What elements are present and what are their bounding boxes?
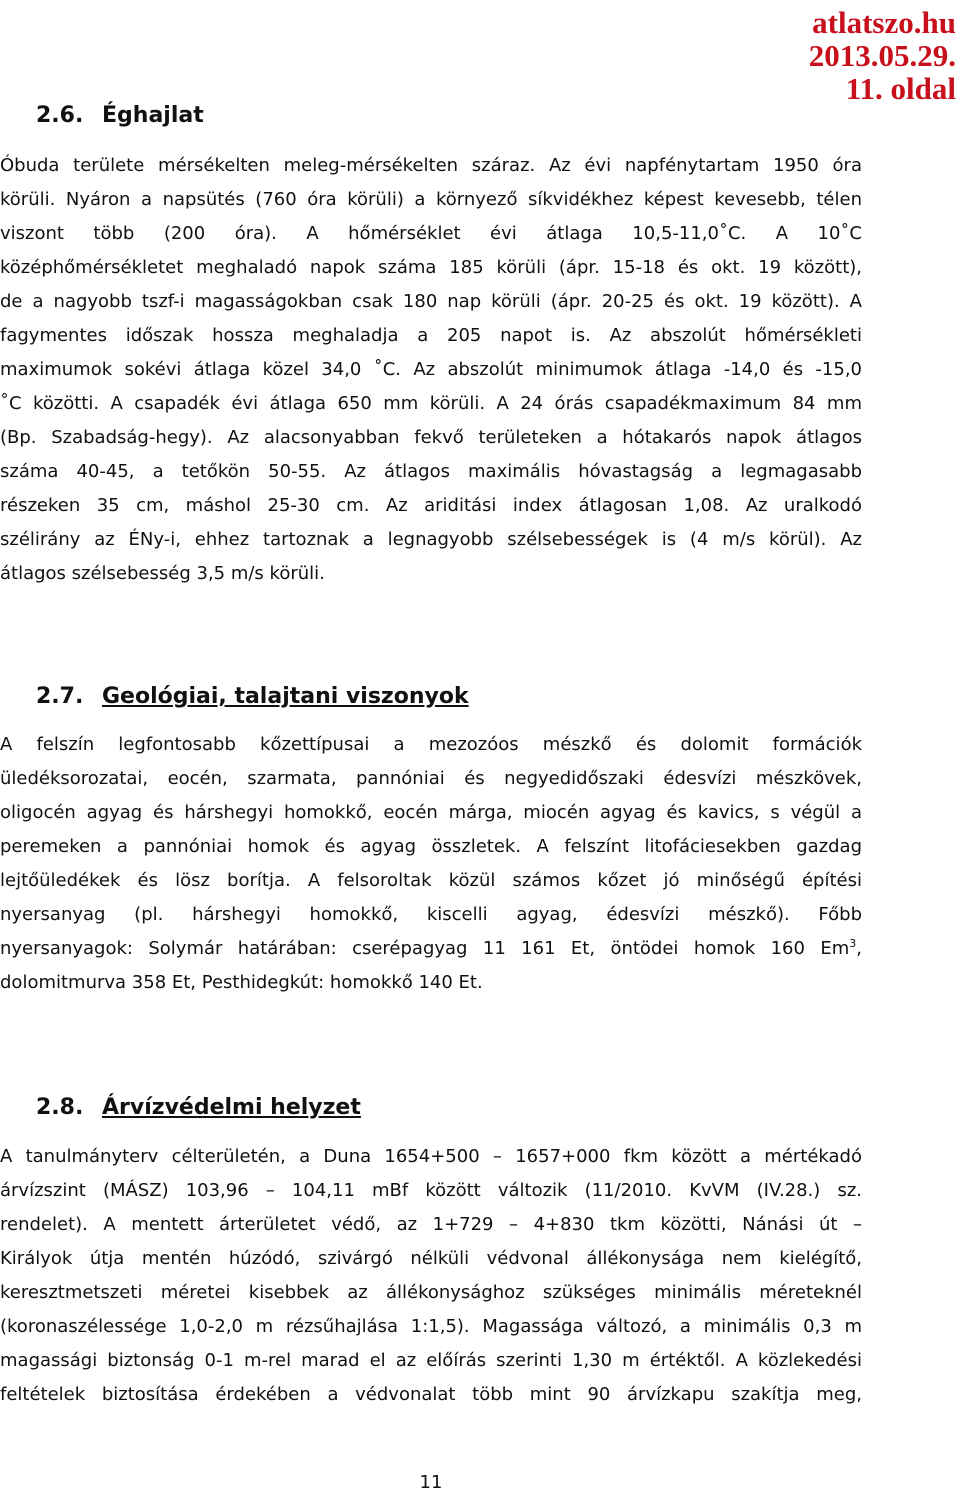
- text-line: dolomitmurva 358 Et, Pesthidegkút: homokkő 140 Et.: [0, 972, 483, 993]
- text-line: (Bp. Szabadság-hegy). Az alacsonyabban fekvő területeken a hótakarós napok átlagos: [0, 427, 862, 448]
- section-number: 2.6.: [36, 103, 84, 128]
- text-line: ˚C közötti. A csapadék évi átlaga 650 mm körüli. A 24 órás csapadékmaximum 84 mm: [0, 393, 862, 414]
- section-heading-flood-protection: [36, 1095, 361, 1120]
- section-number: 2.7.: [36, 684, 84, 709]
- text-line: (koronaszélessége 1,0-2,0 m rézsűhajlása 1:1,5). Magassága változó, a minimális 0,3 m: [0, 1316, 862, 1337]
- text-line: Királyok útja mentén húzódó, szivárgó nélküli védvonal állékonysága nem kielégítő,: [0, 1248, 862, 1269]
- text-line: feltételek biztosítása érdekében a védvonalat több mint 90 árvízkapu szakítja meg,: [0, 1384, 862, 1405]
- page-number: 11: [419, 1472, 443, 1493]
- line-tail: ,: [856, 938, 862, 959]
- text-line: átlagos szélsebesség 3,5 m/s körüli.: [0, 563, 325, 584]
- text-line: de a nagyobb tszf-i magasságokban csak 180 nap körüli (ápr. 20-25 és okt. 19 között). A: [0, 291, 862, 312]
- watermark-page: 11. oldal: [845, 71, 956, 106]
- text-line: rendelet). A mentett árterületet védő, az 1+729 – 4+830 tkm közötti, Nánási út –: [0, 1214, 862, 1235]
- watermark-site: atlatszo.hu: [812, 5, 956, 40]
- text-line-with-superscript: [0, 932, 862, 966]
- line-text: nyersanyagok: Solymár határában: cserépagyag 11 161 Et, öntödei homok 160 Em: [0, 938, 850, 959]
- section-heading-geology: [36, 684, 469, 709]
- text-line: körüli. Nyáron a napsütés (760 óra körüli) a környező síkvidékhez képest kevesebb, télen: [0, 189, 862, 210]
- text-line: A tanulmányterv célterületén, a Duna 1654+500 – 1657+000 fkm között a mértékadó: [0, 1146, 862, 1167]
- paragraph-geology: [0, 728, 862, 1000]
- text-line: magassági biztonság 0-1 m-rel marad el az előírás szerinti 1,30 m értéktől. A közlekedési: [0, 1350, 862, 1371]
- text-line: nyersanyag (pl. hárshegyi homokkő, kiscelli agyag, édesvízi mészkő). Főbb: [0, 904, 862, 925]
- text-line: üledéksorozatai, eocén, szarmata, pannóniai és negyedidőszaki édesvízi mészkövek,: [0, 768, 862, 789]
- paragraph-flood-protection: [0, 1140, 862, 1412]
- section-title: Árvízvédelmi helyzet: [102, 1095, 361, 1120]
- text-line: oligocén agyag és hárshegyi homokkő, eocén márga, miocén agyag és kavics, s végül a: [0, 802, 862, 823]
- text-line: részeken 35 cm, máshol 25-30 cm. Az ariditási index átlagosan 1,08. Az uralkodó: [0, 495, 862, 516]
- section-title: Éghajlat: [102, 103, 204, 128]
- section-heading-climate: [36, 103, 204, 128]
- text-line: fagymentes időszak hossza meghaladja a 205 napot is. Az abszolút hőmérsékleti: [0, 325, 862, 346]
- section-number: 2.8.: [36, 1095, 84, 1120]
- text-line: peremeken a pannóniai homok és agyag összletek. A felszínt litofáciesekben gazdag: [0, 836, 862, 857]
- text-line: Óbuda területe mérsékelten meleg-mérsékelten száraz. Az évi napfénytartam 1950 óra: [0, 155, 862, 176]
- paragraph-climate: [0, 149, 862, 591]
- text-line: középhőmérsékletet meghaladó napok száma 185 körüli (ápr. 15-18 és okt. 19 között),: [0, 257, 862, 278]
- text-line: viszont több (200 óra). A hőmérséklet évi átlaga 10,5-11,0˚C. A 10˚C: [0, 223, 862, 244]
- text-line: keresztmetszeti méretei kisebbek az állékonysághoz szükséges minimális méreteknél: [0, 1282, 862, 1303]
- text-line: lejtőüledékek és lösz borítja. A felsoroltak közül számos kőzet jó minőségű építési: [0, 870, 862, 891]
- text-line: maximumok sokévi átlaga közel 34,0 ˚C. Az abszolút minimumok átlaga -14,0 és -15,0: [0, 359, 862, 380]
- watermark-date: 2013.05.29.: [808, 38, 956, 73]
- text-line: árvízszint (MÁSZ) 103,96 – 104,11 mBf között változik (11/2010. KvVM (IV.28.) sz.: [0, 1180, 862, 1201]
- section-title: Geológiai, talajtani viszonyok: [102, 684, 469, 709]
- atlatszo-watermark-stamp: [796, 6, 956, 105]
- text-line: A felszín legfontosabb kőzettípusai a mezozóos mészkő és dolomit formációk: [0, 734, 862, 755]
- text-line: szélirány az ÉNy-i, ehhez tartoznak a legnagyobb szélsebességek is (4 m/s körül). Az: [0, 529, 862, 550]
- text-line: száma 40-45, a tetőkön 50-55. Az átlagos maximális hóvastagság a legmagasabb: [0, 461, 862, 482]
- superscript: 3: [849, 937, 857, 950]
